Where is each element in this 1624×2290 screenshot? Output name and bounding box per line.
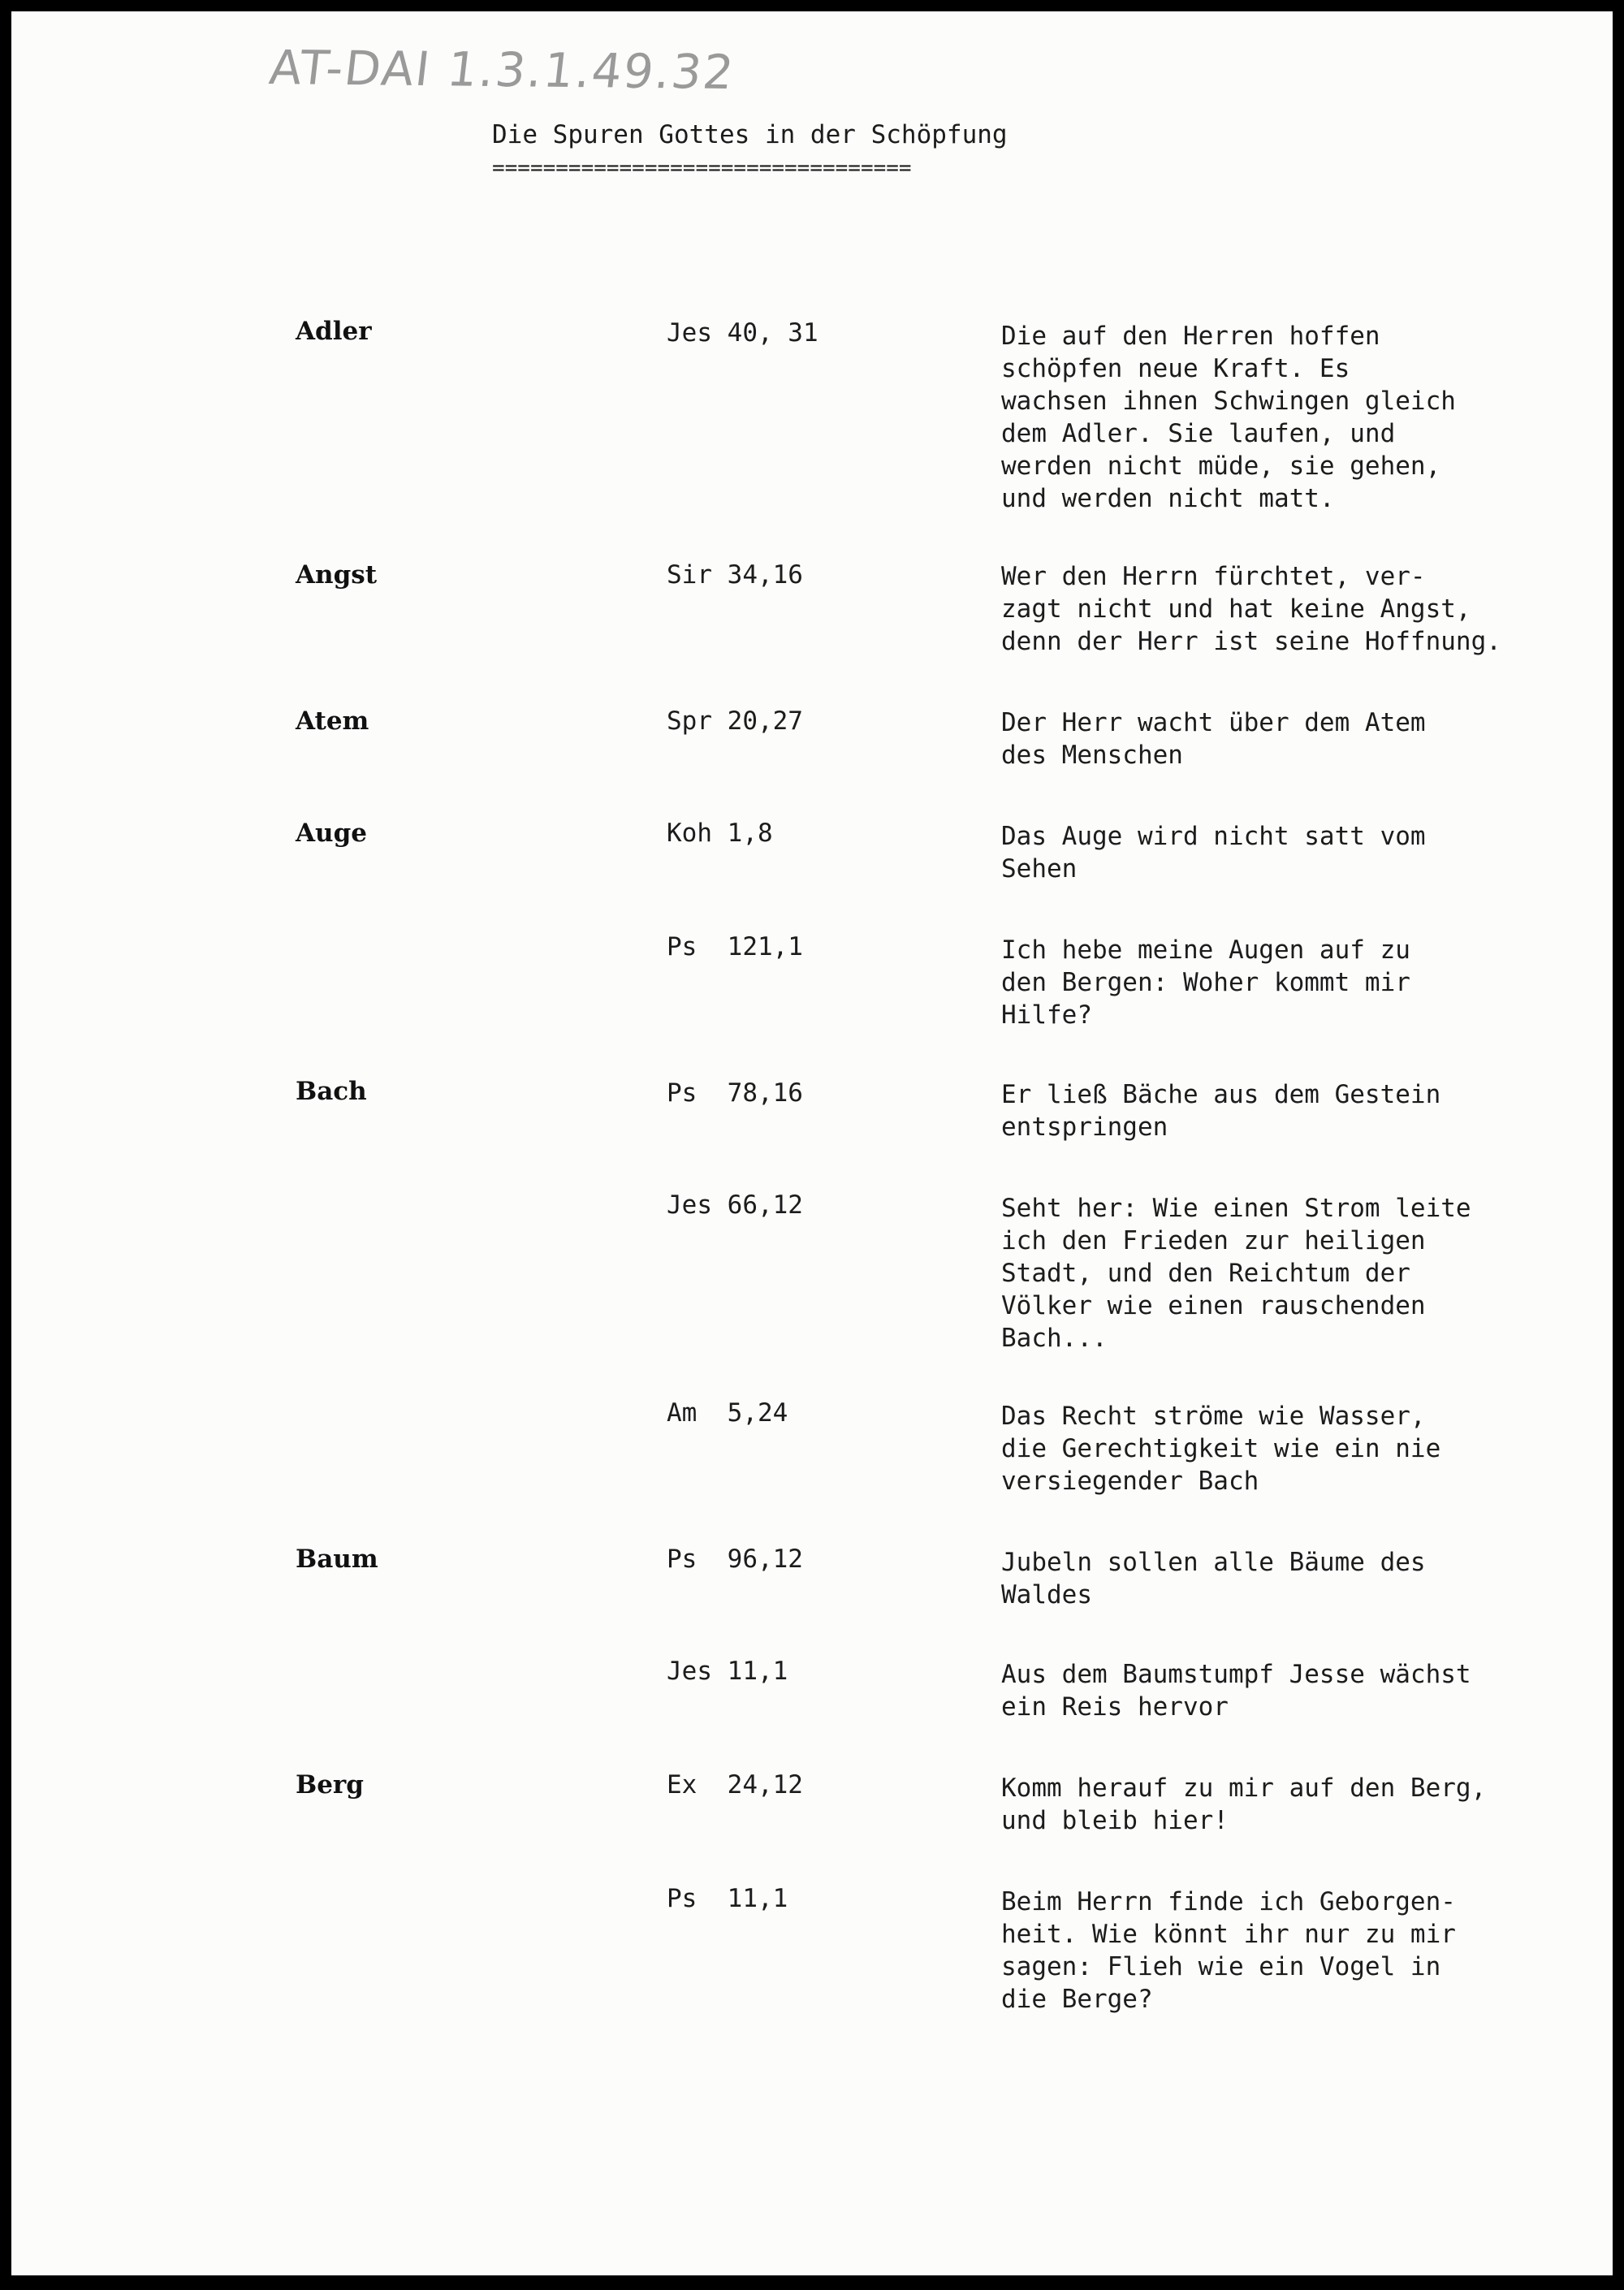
- entry-term: Atem: [296, 706, 369, 736]
- entry-reference: Jes 66,12: [667, 1190, 803, 1220]
- entry-reference: Sir 34,16: [667, 560, 803, 590]
- entry-term: Bach: [296, 1077, 367, 1106]
- entry-reference: Koh 1,8: [667, 819, 773, 848]
- entry-reference: Spr 20,27: [667, 706, 803, 736]
- entry-quote: Das Recht ströme wie Wasser, die Gerechtigkeit wie ein nie versiegender Bach: [1001, 1402, 1441, 1496]
- entry-reference: Am 5,24: [667, 1398, 788, 1428]
- archive-signature: AT-DAI 1.3.1.49.32: [266, 40, 738, 100]
- entry-quote: Wer den Herrn fürchtet, ver- zagt nicht und hat keine Angst, denn der Herr ist seine Hoffnung.: [1001, 562, 1501, 656]
- entry-quote: Der Herr wacht über dem Atem des Menschen: [1001, 708, 1426, 770]
- entry-term: Berg: [296, 1770, 364, 1800]
- entry-quote: Beim Herrn finde ich Geborgen- heit. Wie könnt ihr nur zu mir sagen: Flieh wie ein Vogel in die Berge?: [1001, 1887, 1456, 2014]
- entry-reference: Ps 78,16: [667, 1078, 803, 1108]
- entry-term: Auge: [296, 819, 367, 848]
- entry-reference: Jes 11,1: [667, 1657, 788, 1686]
- entry-reference: Ex 24,12: [667, 1770, 803, 1800]
- entry-quote: Er ließ Bäche aus dem Gestein entspringen: [1001, 1080, 1441, 1142]
- entry-quote: Die auf den Herren hoffen schöpfen neue Kraft. Es wachsen ihnen Schwingen gleich dem Adler. Sie laufen, und werden nicht müde, sie gehen, und werden nicht matt.: [1001, 322, 1456, 513]
- paper-sheet: [11, 11, 1613, 2275]
- entry-quote: Seht her: Wie einen Strom leite ich den Frieden zur heiligen Stadt, und den Reichtum der Völker wie einen rauschenden Bach...: [1001, 1194, 1471, 1353]
- entry-reference: Ps 96,12: [667, 1545, 803, 1574]
- entry-reference: Jes 40, 31: [667, 318, 818, 348]
- page-title: Die Spuren Gottes in der Schöpfung: [492, 120, 1008, 149]
- entry-quote: Komm herauf zu mir auf den Berg, und bleib hier!: [1001, 1774, 1487, 1835]
- entry-quote: Das Auge wird nicht satt vom Sehen: [1001, 822, 1426, 884]
- entry-quote: Ich hebe meine Augen auf zu den Bergen: Woher kommt mir Hilfe?: [1001, 935, 1410, 1030]
- entry-term: Baum: [296, 1545, 378, 1574]
- entry-term: Angst: [296, 560, 378, 590]
- entry-reference: Ps 11,1: [667, 1884, 788, 1913]
- entry-quote: Aus dem Baumstumpf Jesse wächst ein Reis hervor: [1001, 1660, 1471, 1722]
- title-underline: =================================: [492, 156, 912, 180]
- entry-term: Adler: [296, 317, 372, 346]
- entry-quote: Jubeln sollen alle Bäume des Waldes: [1001, 1548, 1426, 1609]
- entry-reference: Ps 121,1: [667, 932, 803, 961]
